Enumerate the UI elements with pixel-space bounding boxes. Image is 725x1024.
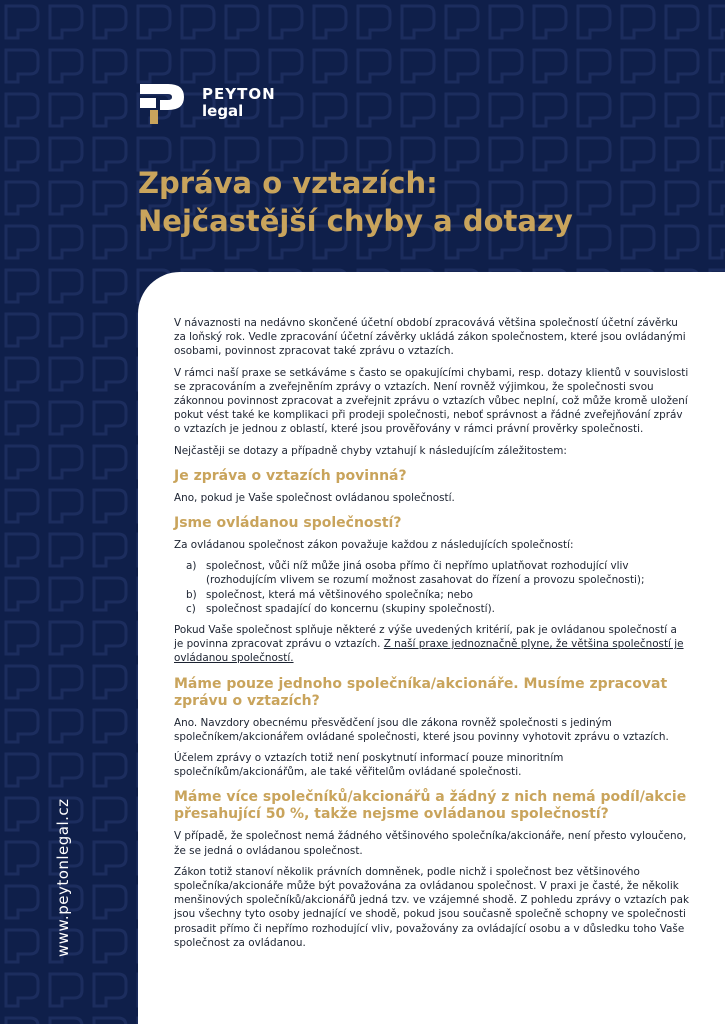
peyton-logo-icon (138, 80, 196, 126)
section-3-paragraph-2: Účelem zprávy o vztazích totiž není poskytnutí informací pouze minoritním společníkům/akcionářům, ale také věřitelům ovládané společnosti. (174, 752, 564, 779)
section-heading-1: Je zpráva o vztazích povinná? (174, 467, 407, 484)
list-marker: c) (186, 602, 196, 615)
page-title (138, 164, 698, 240)
section-2-paragraph-2 (174, 623, 689, 666)
intro-paragraph-1: V návaznosti na nedávno skončené účetní období zpracovává většina společností účetní závěrku za loňský rok. Vedle zpracování účetní závěrky ukládá zákon společnostem, které jsou ovládanými osobami, povinnost zpracovat také zprávu o vztazích. (174, 317, 686, 358)
list-item-text: společnost, vůči níž může jiná osoba přímo či nepřímo uplatňovat rozhodující vliv (rozhodujícím vlivem se rozumí možnost zasahovat do řízení a provozu společnosti); (206, 560, 645, 587)
section-heading-2: Jsme ovládanou společností? (174, 515, 402, 532)
section-1-paragraph: Ano, pokud je Vaše společnost ovládanou společností. (174, 491, 455, 504)
underlined-note: Z naší praxe jednoznačně plyne, že většina společností je ovládanou společností. (174, 638, 684, 665)
title-line-1: Zpráva o vztazích: (138, 166, 438, 200)
section-4-paragraph-1: V případě, že společnost nemá žádného většinového společníka/akcionáře, není přesto vyloučeno, že se jedná o ovládanou společnost. (174, 830, 687, 857)
list-item (174, 602, 689, 616)
brand-name: PEYTON (202, 85, 276, 103)
list-marker: a) (186, 560, 197, 573)
list-item-text: společnost spadající do koncernu (skupiny společností). (206, 602, 495, 615)
list-item (174, 559, 689, 587)
section-3-paragraph-1: Ano. Navzdory obecnému přesvědčení jsou dle zákona rovněž společnosti s jediným společníkem/akcionářem ovládané společnosti, které jsou povinny vyhotovit zprávu o vztazích. (174, 716, 669, 743)
list-marker: b) (186, 588, 197, 601)
article-body (174, 316, 689, 957)
brand-sub: legal (202, 102, 244, 120)
section-heading-4: Máme více společníků/akcionářů a žádný z nich nemá podíl/akcie přesahující 50 %, takže nejsme ovládanou společností? (174, 789, 687, 823)
list-item (174, 588, 689, 602)
section-4-paragraph-2: Zákon totiž stanoví několik právních domněnek, podle nichž i společnost bez většinového společníka/akcionáře může být považována za ovládanou společnost. V praxi je časté, že několik menšinových společníků/akcionářů jedná tzv. ve vzájemné shodě. Z pohledu zprávy o vztazích pak jsou všechny tyto osoby jednající ve shodě, pokud jsou současně společně schopny ve společnosti prosadit přímo či nepřímo rozhodující vliv, považovány za ovládající osobu a v důsledku toho Vaše společnost za ovládanou. (174, 865, 690, 949)
criteria-list (174, 559, 689, 616)
intro-paragraph-2: V rámci naší praxe se setkáváme s často se opakujícími chybami, resp. dotazy klientů v souvislosti se zpracováním a zveřejněním zprávy o vztazích. Není rovněž výjimkou, že společnosti svou zákonnou povinnost zpracovat a zveřejnit zprávu o vztazích vůbec neplní, což může kromě uložení pokut vést také ke komplikaci při prodeji společnosti, neboť správnost a řádné zveřejňování zpráv o vztazích je jednou z oblastí, které jsou prověřovány v rámci právní prověrky společnosti. (174, 366, 689, 436)
brand-logo (138, 80, 276, 126)
section-2-paragraph-1: Za ovládanou společnost zákon považuje každou z následujících společností: (174, 539, 574, 552)
list-item-text: společnost, která má většinového společníka; nebo (206, 588, 474, 601)
intro-paragraph-3: Nejčastěji se dotazy a případně chyby vztahují k následujícím záležitostem: (174, 444, 567, 457)
website-link[interactable]: www.peytonlegal.cz (54, 798, 72, 957)
title-line-2: Nejčastější chyby a dotazy (138, 204, 573, 238)
section-2-paragraph-2-text: Pokud Vaše společnost splňuje některé z výše uvedených kritérií, pak je ovládanou společností a je povinna zpracovat zprávu o vztazích. (174, 624, 677, 651)
section-heading-3: Máme pouze jednoho společníka/akcionáře. Musíme zpracovat zprávu o vztazích? (174, 675, 668, 709)
